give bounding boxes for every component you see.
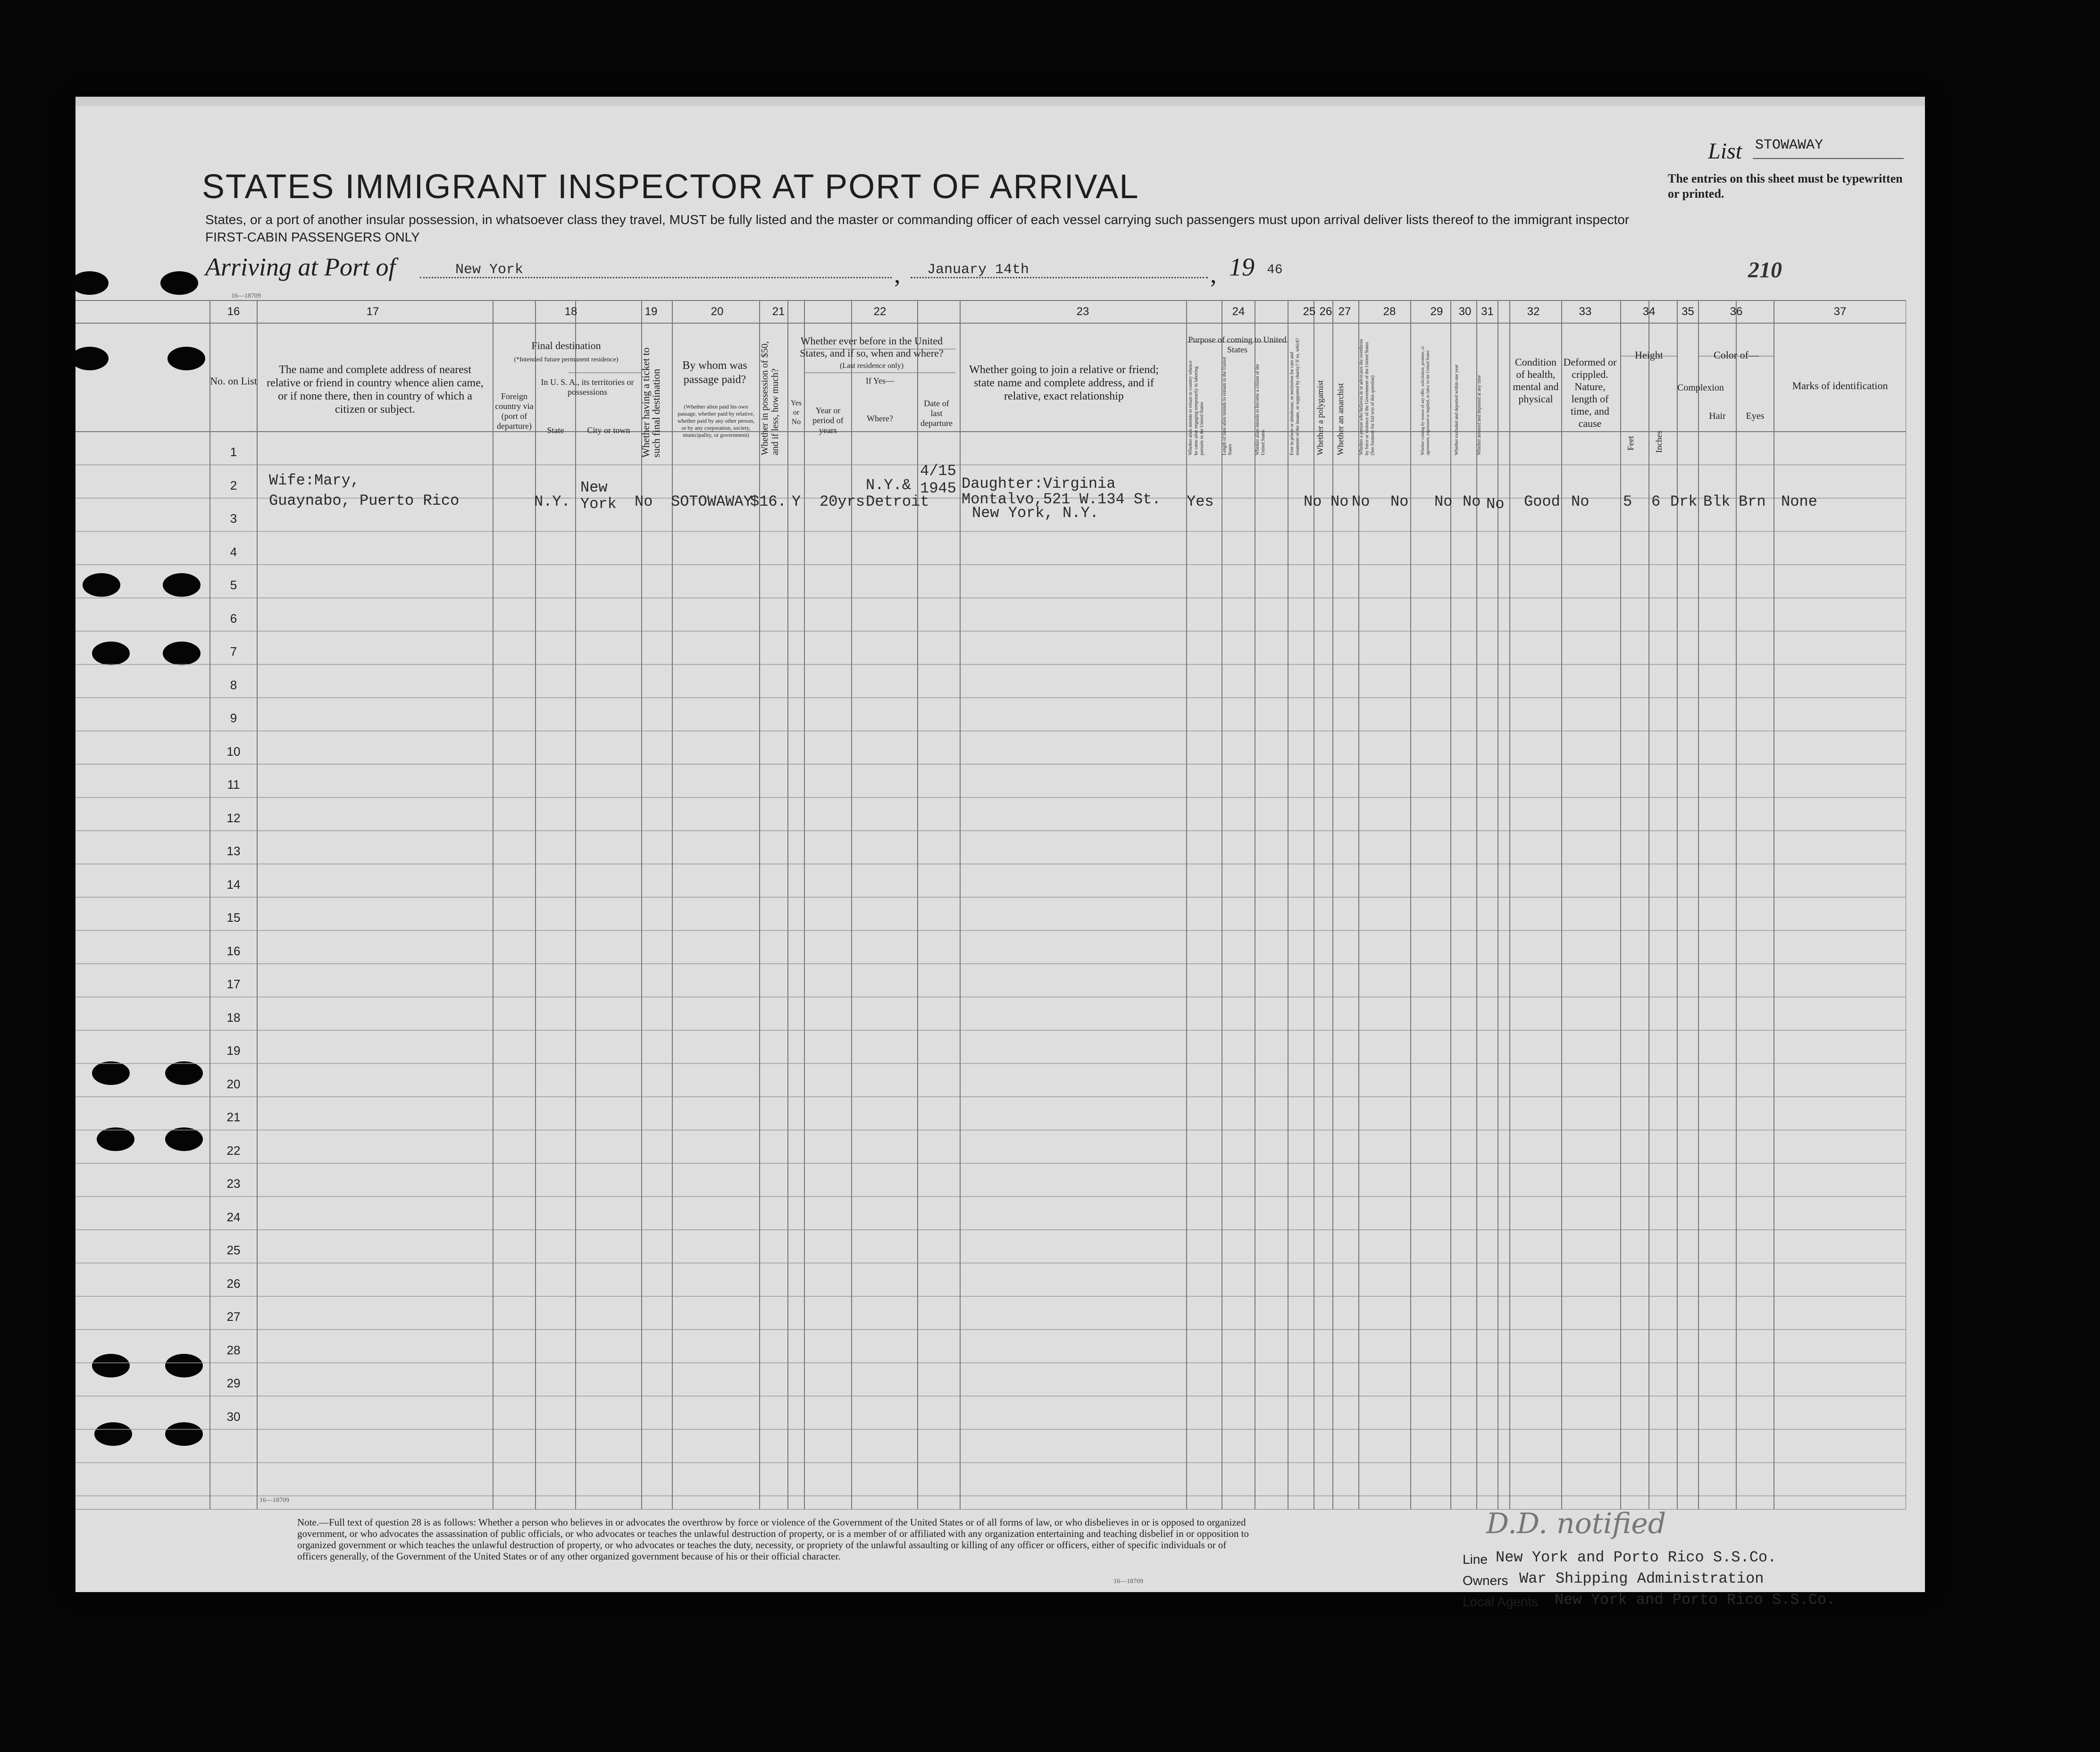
row1-city-line2: York (580, 495, 617, 513)
header-been-before-note: (Last residence only) (839, 362, 904, 370)
header-labor-offer: Whether coming by reason of any offer, solicitation, promise, or agreement, expressed or implied, to labor in the United States (1420, 346, 1430, 455)
header-date-departure: Date of last departure (920, 399, 953, 428)
row1-where-line2: Detroit (866, 493, 929, 510)
row-number: 23 (226, 1176, 241, 1191)
row1-been-before: Y (792, 493, 801, 510)
header-passage-paid: By whom was passage paid? (682, 359, 747, 386)
header-anarchist: Whether an anarchist (1336, 383, 1345, 455)
row-number: 22 (226, 1143, 241, 1158)
owners-label: Owners (1463, 1573, 1508, 1588)
year-suffix: 46 (1267, 263, 1283, 277)
col-num-18: 18 (564, 305, 577, 318)
row1-passage-paid: SOTOWAWAY (671, 493, 753, 510)
header-deported: Whether arrested and deported at any time (1477, 375, 1482, 455)
row-number: 30 (226, 1409, 241, 1424)
col-num-16: 16 (227, 305, 240, 318)
header-foreign-country: Foreign country via (port of departure) (495, 392, 534, 431)
entries-note: The entries on this sheet must be typewritten or printed. (1668, 172, 1903, 200)
header-prison: Ever in prison or almshouse, or institution for care and treatment of the insane, or supported by charity? If so, which? (1289, 338, 1300, 455)
col-num-33: 33 (1579, 305, 1592, 318)
col-num-34: 34 (1642, 305, 1656, 318)
row-number: 28 (226, 1343, 241, 1357)
col-num-19: 19 (644, 305, 658, 318)
list-underline (1753, 158, 1904, 159)
row1-purpose: Yes (1187, 493, 1214, 510)
header-complexion: Complexion (1677, 383, 1724, 393)
row-number: 1 (230, 445, 237, 459)
header-city: City or town (587, 425, 630, 435)
row-number: 18 (226, 1010, 241, 1025)
row-number: 8 (230, 677, 237, 692)
row-number: 7 (230, 644, 237, 659)
col-num-35: 35 (1682, 305, 1694, 318)
row1-deformed: No (1571, 493, 1590, 510)
agents-value: New York and Porto Rico S.S.Co. (1555, 1591, 1836, 1609)
header-health: Condition of health, mental and physical (1513, 356, 1559, 405)
row-number: 29 (226, 1376, 241, 1390)
header-been-before: Whether ever before in the United States, and if so, when and where? (800, 335, 944, 359)
row1-relative-line1: Wife:Mary, (269, 472, 360, 489)
row1-years: 20yrs (820, 493, 865, 510)
header-purpose-citizen: Whether alien intends to become a citizen of the United States (1255, 364, 1266, 455)
row1-date-line2: 1945 (920, 480, 956, 497)
row-number: 10 (226, 744, 241, 759)
list-label: List (1708, 139, 1742, 164)
row1-anarchist: No (1352, 493, 1370, 510)
row1-marks: None (1781, 493, 1817, 510)
row1-join-line3: New York, N.Y. (972, 504, 1099, 522)
col-num-32: 32 (1527, 305, 1540, 318)
row-number: 19 (226, 1043, 241, 1058)
row-number: 21 (226, 1110, 241, 1124)
header-feet: Feet (1626, 436, 1635, 451)
row-number: 11 (227, 777, 240, 792)
header-where: Where? (867, 414, 893, 423)
row1-complexion: Drk (1670, 493, 1698, 510)
row-number: 24 (226, 1210, 241, 1224)
agents-label: Local Agents (1463, 1594, 1539, 1609)
header-overthrow: Whether a person who believes in or advocates the overthrow by force or violence of the Government of the United States (See footnote for full text of this question) (1359, 339, 1375, 455)
arriving-label: Arriving at Port of (205, 253, 396, 281)
row-number: 14 (226, 877, 241, 892)
col-num-24: 24 (1232, 305, 1245, 318)
header-height: Height (1635, 349, 1663, 361)
col-num-29: 29 (1430, 305, 1443, 318)
row-number: 26 (226, 1276, 241, 1291)
comma: , (894, 260, 901, 288)
row1-inches: 6 (1651, 493, 1661, 510)
year-prefix: 19 (1229, 253, 1255, 281)
footer-form-code: 16—18709 (1113, 1578, 1143, 1585)
row-number: 17 (226, 977, 241, 991)
row1-prison: No (1304, 493, 1322, 510)
row1-money: $16. (750, 493, 786, 510)
col-num-21: 21 (772, 305, 785, 318)
header-inches: Inches (1654, 431, 1664, 453)
col-num-17: 17 (366, 305, 379, 318)
header-yes-no: Yes or No (790, 399, 802, 426)
row-number: 12 (226, 810, 241, 825)
row-number: 20 (226, 1076, 241, 1091)
scan-edge (75, 97, 1925, 106)
header-polygamist: Whether a polygamist (1315, 380, 1325, 455)
col-num-26: 26 (1319, 305, 1332, 318)
row1-state: N.Y. (534, 493, 570, 510)
row1-feet: 5 (1623, 493, 1632, 510)
grid-form-code: 16—18709 (259, 1497, 289, 1504)
row1-where-line1: N.Y.& (866, 476, 912, 494)
line-label: Line (1463, 1552, 1488, 1567)
row-number: 4 (230, 544, 237, 559)
row-number: 27 (226, 1310, 241, 1324)
line-value: New York and Porto Rico S.S.Co. (1496, 1549, 1777, 1566)
row1-health: Good (1524, 493, 1560, 510)
form-code: 16—18709 (231, 292, 261, 300)
col-num-23: 23 (1076, 305, 1089, 318)
header-no-on-list: No. on List (210, 375, 257, 387)
row1-labor-offer: No (1434, 493, 1453, 510)
row-number: 15 (226, 910, 241, 925)
list-value: STOWAWAY (1755, 137, 1824, 153)
header-hair: Hair (1709, 411, 1726, 421)
header-final-destination: Final destination (531, 340, 601, 351)
row-number: 13 (226, 844, 241, 858)
row-number: 25 (226, 1243, 241, 1257)
col-num-30: 30 (1458, 305, 1472, 318)
header-marks: Marks of identification (1792, 380, 1888, 392)
row-number: 9 (230, 711, 237, 725)
header-year-period: Year or period of years (812, 406, 844, 435)
header-purpose-return: Whether alien intends to return to country whence he came after engaging temporarily in laboring pursuits in the United States (1188, 360, 1205, 455)
row-number: 16 (226, 943, 241, 958)
header-color-of: Color of— (1714, 349, 1759, 361)
row1-join-line2: Montalvo,521 W.134 St. (962, 491, 1161, 508)
col-num-20: 20 (711, 305, 724, 318)
row1-hair: Blk (1703, 493, 1731, 510)
col-num-36: 36 (1730, 305, 1743, 318)
header-deformed: Deformed or crippled. Nature, length of time, and cause (1563, 356, 1617, 429)
row1-deported: No (1486, 495, 1505, 513)
row1-eyes: Brn (1739, 493, 1766, 510)
row1-date-line1: 4/15 (920, 462, 956, 480)
form-instructions: States, or a port of another insular possession, in whatsoever class they travel, MUST be fully listed and the master or commanding officer of each vessel carrying such passengers must upon arrival deliver lists thereof to the immigrant inspector (205, 212, 1630, 227)
header-money: Whether in possession of $50, and if less, how much? (760, 341, 780, 455)
header-passage-note: (Whether alien paid his own passage, whether paid by relative, whether paid by any other person, or by any corporation, society, municipality, or government) (677, 403, 755, 438)
header-in-usa: In U. S. A., its territories or possessions (541, 377, 634, 397)
row1-polygamist: No (1330, 493, 1349, 510)
first-cabin-note: FIRST-CABIN PASSENGERS ONLY (205, 230, 420, 244)
header-eyes: Eyes (1746, 411, 1765, 421)
header-if-yes: If Yes— (865, 376, 894, 385)
comma: , (1210, 260, 1217, 288)
header-state: State (547, 425, 564, 435)
row-number: 5 (230, 578, 237, 592)
header-final-destination-note: (*Intended future permanent residence) (514, 356, 619, 363)
header-purpose: Purpose of coming to United States (1188, 335, 1287, 354)
row1-city-line1: New (580, 479, 608, 496)
col-num-37: 37 (1833, 305, 1847, 318)
row1-overthrow: No (1390, 493, 1409, 510)
header-purpose-length: Length of time alien intends to remain in the United States (1222, 357, 1233, 455)
handwritten-notation: D.D. notified (1486, 1507, 1666, 1540)
col-num-25: 25 (1303, 305, 1316, 318)
row-number: 2 (230, 478, 237, 492)
manifest-sheet (75, 97, 1925, 1609)
row1-relative-line2: Guaynabo, Puerto Rico (269, 492, 460, 509)
header-join-relative: Whether going to join a relative or friend; state name and complete address, and if relative, exact relationship (969, 364, 1159, 402)
row1-ticket: No (635, 493, 653, 510)
header-ticket: Whether having a ticket to such final destination (640, 347, 662, 458)
row1-join-line1: Daughter:Virginia (962, 475, 1116, 492)
row1-excluded: No (1463, 493, 1481, 510)
col-num-22: 22 (873, 305, 887, 318)
date-value: January 14th (927, 262, 1029, 278)
header-relative: The name and complete address of nearest relative or friend in country whence alien came, or if none there, then in country of which a citizen or subject. (267, 364, 484, 416)
col-num-28: 28 (1383, 305, 1396, 318)
row-number: 6 (230, 611, 237, 626)
sheet-number: 210 (1748, 258, 1782, 283)
col-num-31: 31 (1481, 305, 1494, 318)
header-excluded: Whether excluded and deported within one year (1454, 364, 1459, 455)
col-num-27: 27 (1338, 305, 1351, 318)
owners-value: War Shipping Administration (1519, 1570, 1764, 1587)
question-28-note: Note.—Full text of question 28 is as follows: Whether a person who believes in or advocates the overthrow by force or violence of the Government of the United States or of all forms of law, or who disbelieves in or is opposed to organized government, or who advocates the assassination of public officials, or who advocates or teaches the unlawful destruction of property, or is a member of or affiliated with any organization entertaining and teaching disbelief in or opposition to organized government or which teaches the unlawful destruction of property, or who advocates or teaches the duty, necessity, or propriety of the unlawful assaulting or killing of any officer or officers, either of specific individuals or of officers generally, of the Government of the United States or of any other organized government because of his or their official character. (297, 1517, 1249, 1562)
form-title: STATES IMMIGRANT INSPECTOR AT PORT OF ARRIVAL (202, 168, 1139, 206)
row-number: 3 (230, 511, 237, 526)
port-value: New York (455, 262, 524, 278)
